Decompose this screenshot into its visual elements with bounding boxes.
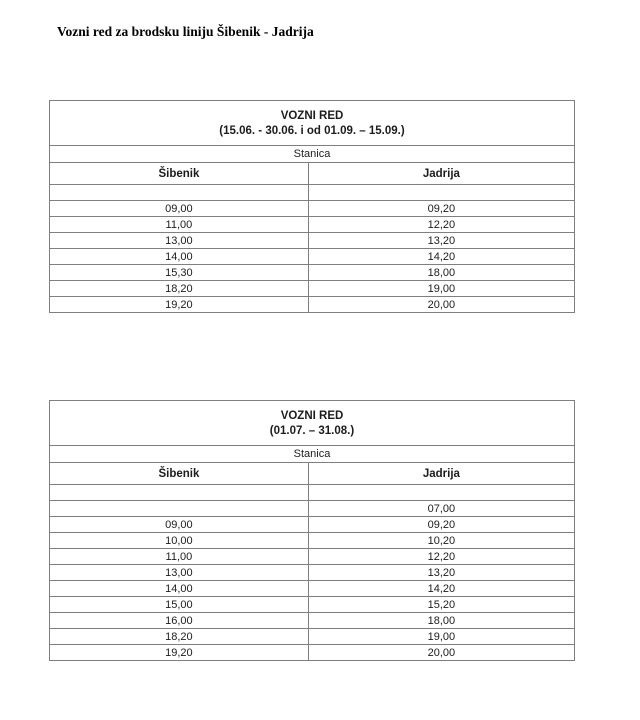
jadrija-time-cell: 20,00 — [308, 297, 574, 313]
schedule-row — [50, 501, 575, 517]
sibenik-time-cell: 11,00 — [50, 549, 309, 565]
sibenik-time-cell: 10,00 — [50, 533, 309, 549]
jadrija-time-cell: 07,00 — [308, 501, 574, 517]
timetable — [49, 100, 575, 313]
jadrija-time-cell — [308, 185, 574, 201]
sibenik-time-cell — [50, 485, 309, 501]
table-subtitle: (01.07. – 31.08.) — [269, 425, 355, 437]
schedule-row — [50, 233, 575, 249]
column-header-sibenik: Šibenik — [50, 163, 309, 185]
timetable-body — [50, 185, 575, 313]
column-header-jadrija: Jadrija — [308, 463, 574, 485]
schedule-row — [50, 249, 575, 265]
table-title-row — [50, 101, 575, 146]
jadrija-time-cell: 09,20 — [308, 201, 574, 217]
column-header-row — [50, 163, 575, 185]
table-title-cell — [50, 401, 575, 446]
schedule-row — [50, 549, 575, 565]
sibenik-time-cell: 18,20 — [50, 629, 309, 645]
jadrija-time-cell: 20,00 — [308, 645, 574, 661]
schedule-row — [50, 297, 575, 313]
schedule-row — [50, 533, 575, 549]
schedule-row — [50, 565, 575, 581]
column-header-jadrija: Jadrija — [308, 163, 574, 185]
jadrija-time-cell: 12,20 — [308, 549, 574, 565]
jadrija-time-cell: 13,20 — [308, 233, 574, 249]
schedule-row — [50, 185, 575, 201]
sibenik-time-cell: 14,00 — [50, 249, 309, 265]
sibenik-time-cell: 13,00 — [50, 565, 309, 581]
jadrija-time-cell: 14,20 — [308, 581, 574, 597]
sibenik-time-cell: 19,20 — [50, 297, 309, 313]
jadrija-time-cell — [308, 485, 574, 501]
schedule-row — [50, 629, 575, 645]
jadrija-time-cell: 13,20 — [308, 565, 574, 581]
sibenik-time-cell: 09,00 — [50, 201, 309, 217]
table-title-cell — [50, 101, 575, 146]
schedule-row — [50, 645, 575, 661]
schedule-table-season1 — [49, 100, 575, 313]
table-title: VOZNI RED — [280, 410, 344, 422]
schedule-row — [50, 265, 575, 281]
table-title: VOZNI RED — [280, 110, 344, 122]
sibenik-time-cell: 09,00 — [50, 517, 309, 533]
timetable — [49, 400, 575, 661]
station-group-row — [50, 446, 575, 463]
schedule-row — [50, 613, 575, 629]
jadrija-time-cell: 14,20 — [308, 249, 574, 265]
schedule-row — [50, 597, 575, 613]
jadrija-time-cell: 19,00 — [308, 281, 574, 297]
schedule-row — [50, 201, 575, 217]
sibenik-time-cell: 18,20 — [50, 281, 309, 297]
schedule-row — [50, 281, 575, 297]
station-group-row — [50, 146, 575, 163]
sibenik-time-cell: 19,20 — [50, 645, 309, 661]
jadrija-time-cell: 09,20 — [308, 517, 574, 533]
sibenik-time-cell: 11,00 — [50, 217, 309, 233]
column-header-sibenik: Šibenik — [50, 463, 309, 485]
sibenik-time-cell — [50, 185, 309, 201]
column-header-row — [50, 463, 575, 485]
sibenik-time-cell: 15,00 — [50, 597, 309, 613]
jadrija-time-cell: 15,20 — [308, 597, 574, 613]
schedule-row — [50, 485, 575, 501]
jadrija-time-cell: 19,00 — [308, 629, 574, 645]
schedule-row — [50, 217, 575, 233]
sibenik-time-cell: 15,30 — [50, 265, 309, 281]
schedule-row — [50, 517, 575, 533]
timetable-body — [50, 485, 575, 661]
table-subtitle: (15.06. - 30.06. i od 01.09. – 15.09.) — [219, 125, 405, 137]
station-group-label: Stanica — [50, 446, 575, 463]
sibenik-time-cell: 16,00 — [50, 613, 309, 629]
table-title-row — [50, 401, 575, 446]
document-title: Vozni red za brodsku liniju Šibenik - Jadrija — [57, 24, 314, 39]
sibenik-time-cell: 13,00 — [50, 233, 309, 249]
schedule-table-season2 — [49, 400, 575, 661]
jadrija-time-cell: 18,00 — [308, 265, 574, 281]
sibenik-time-cell: 14,00 — [50, 581, 309, 597]
sibenik-time-cell — [50, 501, 309, 517]
jadrija-time-cell: 18,00 — [308, 613, 574, 629]
jadrija-time-cell: 10,20 — [308, 533, 574, 549]
station-group-label: Stanica — [50, 146, 575, 163]
jadrija-time-cell: 12,20 — [308, 217, 574, 233]
schedule-row — [50, 581, 575, 597]
